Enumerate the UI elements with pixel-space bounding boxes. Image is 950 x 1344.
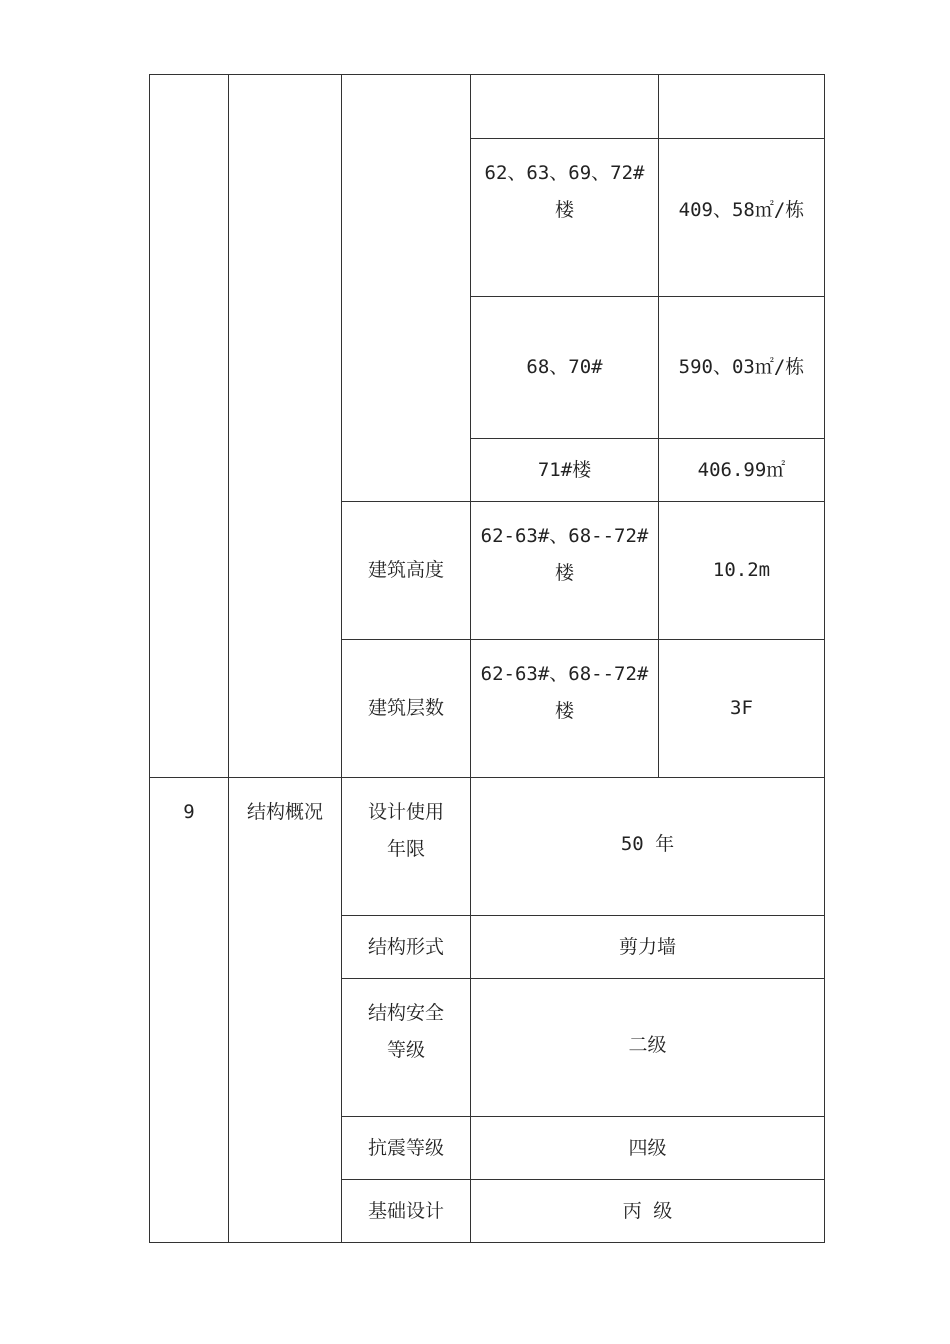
building-cell-b: 68、70# [471,297,659,439]
building-a-line2: 楼 [554,199,574,221]
seismic-grade-value: 四级 [471,1117,825,1180]
area-value-a: 409、58㎡/栋 [659,139,825,297]
label-cell-continued [342,75,471,502]
number-cell-continued [150,75,229,778]
height-building-line2: 楼 [554,562,574,584]
safety-grade-label-line2: 等级 [386,1039,425,1061]
safety-grade-label-line1: 结构安全 [367,1002,444,1024]
floors-building-line2: 楼 [554,700,574,722]
section-title: 结构概况 [229,778,342,1243]
building-cell-c: 71#楼 [471,439,659,502]
floors-value: 3F [659,640,825,778]
seismic-grade-label: 抗震等级 [342,1117,471,1180]
structure-form-label: 结构形式 [342,916,471,979]
structure-form-value: 剪力墙 [471,916,825,979]
height-building-cell [471,502,659,640]
safety-grade-value: 二级 [471,979,825,1117]
area-value-b: 590、03㎡/栋 [659,297,825,439]
floors-building-line1: 62-63#、68--72# [480,663,649,685]
safety-grade-label [342,979,471,1117]
design-life-label [342,778,471,916]
building-a-line1: 62、63、69、72# [484,162,645,184]
height-value: 10.2m [659,502,825,640]
design-life-label-line2: 年限 [386,838,425,860]
floors-building-cell [471,640,659,778]
design-life-label-line1: 设计使用 [367,801,444,823]
info-table [149,74,825,1243]
height-label: 建筑高度 [342,502,471,640]
empty-building-cell [471,75,659,139]
design-life-value: 50 年 [471,778,825,916]
foundation-design-label: 基础设计 [342,1180,471,1243]
building-cell-a [471,139,659,297]
empty-value-cell [659,75,825,139]
floors-label: 建筑层数 [342,640,471,778]
height-building-line1: 62-63#、68--72# [480,525,649,547]
title-cell-continued [229,75,342,778]
section-number: 9 [150,778,229,1243]
area-value-c: 406.99㎡ [659,439,825,502]
foundation-design-value: 丙 级 [471,1180,825,1243]
